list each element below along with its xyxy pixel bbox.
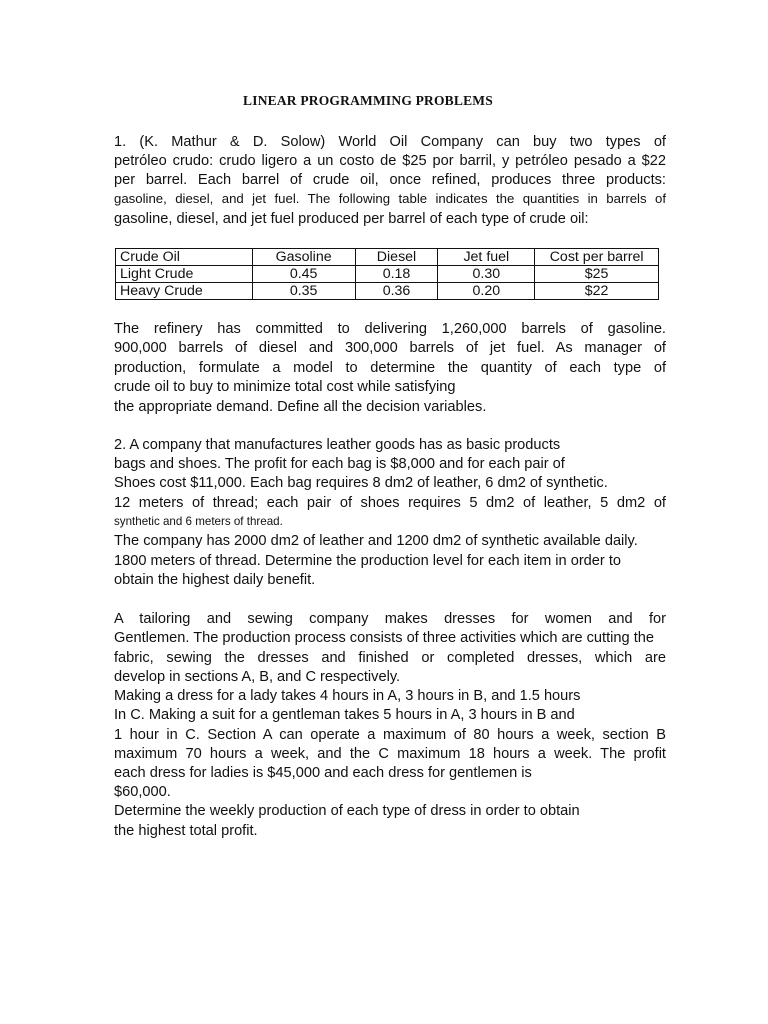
problem3-line: In C. Making a suit for a gentleman takes 5 hours in A, 3 hours in B and (114, 707, 575, 723)
problem1-line: gasoline, diesel, and jet fuel. The following table indicates the quantities in barrels of (114, 191, 666, 206)
table-cell: $25 (535, 266, 659, 283)
table-header-cell: Diesel (355, 249, 438, 266)
table-header-row (116, 249, 659, 266)
problem3-line: the highest total profit. (114, 823, 258, 839)
problem3-line: $60,000. (114, 784, 171, 800)
problem2-line: 1800 meters of thread. Determine the production level for each item in order to (114, 553, 621, 569)
problem3-line: Gentlemen. The production process consists of three activities which are cutting the (114, 630, 654, 646)
table-cell: 0.30 (438, 266, 535, 283)
table-cell: 0.36 (355, 283, 438, 300)
table-header-cell: Jet fuel (438, 249, 535, 266)
problem3-line: Making a dress for a lady takes 4 hours in A, 3 hours in B, and 1.5 hours (114, 688, 581, 704)
problem3-line: A tailoring and sewing company makes dresses for women and for (114, 611, 666, 627)
table-row (116, 266, 659, 283)
table-header-cell: Gasoline (252, 249, 355, 266)
table-header-cell: Crude Oil (116, 249, 253, 266)
table-cell: $22 (535, 283, 659, 300)
problem1-line: production, formulate a model to determine the quantity of each type of (114, 360, 666, 376)
problem1-line: petróleo crudo: crudo ligero a un costo de $25 por barril, y petróleo pesado a $22 (114, 153, 666, 169)
problem1-line: per barrel. Each barrel of crude oil, once refined, produces three products: (114, 172, 666, 188)
problem2-line: The company has 2000 dm2 of leather and 1200 dm2 of synthetic available daily. (114, 533, 638, 549)
table-cell: Heavy Crude (116, 283, 253, 300)
problem3-line: Determine the weekly production of each type of dress in order to obtain (114, 803, 580, 819)
problem1-line: crude oil to buy to minimize total cost while satisfying (114, 379, 456, 395)
table-cell: 0.18 (355, 266, 438, 283)
problem1-line: 900,000 barrels of diesel and 300,000 barrels of jet fuel. As manager of (114, 340, 666, 356)
table-header-cell: Cost per barrel (535, 249, 659, 266)
page-title: LINEAR PROGRAMMING PROBLEMS (243, 93, 493, 108)
table-cell: 0.20 (438, 283, 535, 300)
table-row (116, 283, 659, 300)
problem1-line: the appropriate demand. Define all the decision variables. (114, 399, 487, 415)
problem1-line: gasoline, diesel, and jet fuel produced per barrel of each type of crude oil: (114, 211, 589, 227)
problem3-line: fabric, sewing the dresses and finished or completed dresses, which are (114, 650, 666, 666)
table-cell: Light Crude (116, 266, 253, 283)
problem2-line: 12 meters of thread; each pair of shoes requires 5 dm2 of leather, 5 dm2 of (114, 495, 666, 511)
problem2-line: obtain the highest daily benefit. (114, 572, 316, 588)
table-cell: 0.45 (252, 266, 355, 283)
problem2-line: bags and shoes. The profit for each bag is $8,000 and for each pair of (114, 456, 565, 472)
problem1-line: The refinery has committed to delivering 1,260,000 barrels of gasoline. (114, 321, 666, 337)
crude-oil-table (115, 248, 659, 300)
problem2-line: synthetic and 6 meters of thread. (114, 515, 283, 528)
problem3-line: 1 hour in C. Section A can operate a maximum of 80 hours a week, section B (114, 727, 666, 743)
problem3-line: each dress for ladies is $45,000 and each dress for gentlemen is (114, 765, 532, 781)
problem2-line: Shoes cost $11,000. Each bag requires 8 dm2 of leather, 6 dm2 of synthetic. (114, 475, 608, 491)
problem2-line: 2. A company that manufactures leather goods has as basic products (114, 437, 561, 453)
problem1-line: 1. (K. Mathur & D. Solow) World Oil Company can buy two types of (114, 134, 666, 150)
problem3-line: develop in sections A, B, and C respectively. (114, 669, 401, 685)
problem3-line: maximum 70 hours a week, and the C maximum 18 hours a week. The profit (114, 746, 666, 762)
table-cell: 0.35 (252, 283, 355, 300)
